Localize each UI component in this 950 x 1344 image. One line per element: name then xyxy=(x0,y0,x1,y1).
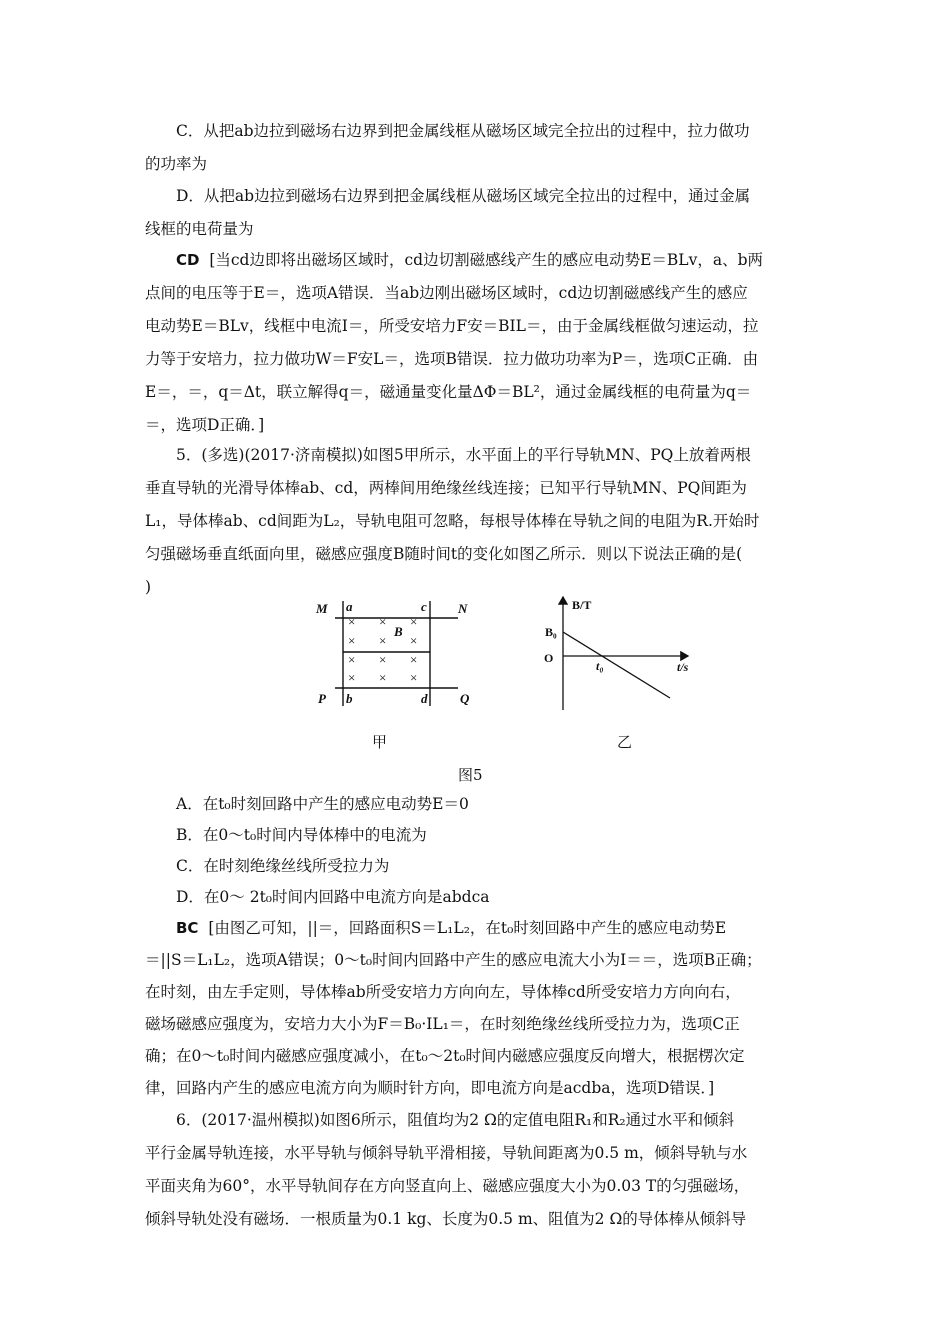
option-d: D．在0～ 2t₀时间内回路中电流方向是abdca xyxy=(176,888,490,906)
field-cross: × xyxy=(379,652,387,667)
label-c: c xyxy=(421,599,427,614)
b-t-line xyxy=(563,632,670,698)
text-line: 点间的电压等于E＝，选项A错误．当ab边刚出磁场区域时，cd边切割磁感线产生的感应 xyxy=(145,284,748,302)
option-b: B．在0～t₀时间内导体棒中的电流为 xyxy=(176,826,427,844)
t0-label: t₀ xyxy=(596,659,604,673)
field-cross: × xyxy=(348,652,356,667)
question-5 xyxy=(145,439,815,604)
answer-label: CD xyxy=(176,251,200,269)
text-line: 线框的电荷量为 xyxy=(145,220,254,238)
text-line: ＝||S＝L₁L₂，选项A错误；0～t₀时间内回路中产生的感应电流大小为I＝＝，选项B正确； xyxy=(145,951,762,969)
question-6 xyxy=(145,1104,815,1236)
label-a: a xyxy=(346,599,353,614)
field-cross: × xyxy=(379,670,387,685)
text-line: 的功率为 xyxy=(145,155,208,173)
text-line: 5．(多选)(2017·济南模拟)如图5甲所示，水平面上的平行导轨MN、PQ上放着两根 xyxy=(176,446,751,464)
text-line: 倾斜导轨处没有磁场．一根质量为0.1 kg、长度为0.5 m、阻值为2 Ω的导体棒从倾斜导 xyxy=(145,1210,747,1228)
field-cross: × xyxy=(410,670,418,685)
label-d: d xyxy=(421,691,428,706)
y-axis-label: B/T xyxy=(572,598,592,612)
text-line: 垂直导轨的光滑导体棒ab、cd，两棒间用绝缘丝线连接；已知平行导轨MN、PQ间距为 xyxy=(145,479,747,497)
text-line: ＝，选项D正确．] xyxy=(145,416,265,434)
answer-5 xyxy=(145,912,815,1104)
text-line: 磁场磁感应强度为，安培力大小为F＝B₀·IL₁＝，在时刻绝缘丝线所受拉力为，选项C正 xyxy=(145,1015,740,1033)
text-line: 电动势E＝BLv，线框中电流I＝，所受安培力F安＝BIL＝，由于金属线框做匀速运动，拉 xyxy=(145,317,759,335)
label-p: P xyxy=(318,691,326,706)
x-axis-label: t/s xyxy=(677,660,689,674)
field-cross: × xyxy=(348,614,356,629)
field-cross: × xyxy=(348,633,356,648)
text-line: L₁，导体棒ab、cd间距为L₂，导轨电阻可忽略，每根导体棒在导轨之间的电阻为R.开始时 xyxy=(145,512,760,530)
text-line: 在时刻，由左手定则，导体棒ab所受安培力方向向左，导体棒cd所受安培力方向向右， xyxy=(145,983,741,1001)
text-line: 律，回路内产生的感应电流方向为顺时针方向，即电流方向是acdba，选项D错误．] xyxy=(145,1079,715,1097)
answer-text: [当cd边即将出磁场区域时，cd边切割磁感线产生的感应电动势E＝BLv，a、b两 xyxy=(209,251,764,269)
caption-jia: 甲 xyxy=(372,733,388,751)
answer-4 xyxy=(145,244,815,442)
label-q: Q xyxy=(460,691,470,706)
label-n: N xyxy=(458,601,468,616)
field-cross: × xyxy=(379,614,387,629)
b0-label: B₀ xyxy=(545,625,557,639)
text-line: 平行金属导轨连接，水平导轨与倾斜导轨平滑相接，导轨间距离为0.5 m，倾斜导轨与水 xyxy=(145,1144,748,1162)
text-line: D．从把ab边拉到磁场右边界到把金属线框从磁场区域完全拉出的过程中，通过金属 xyxy=(176,187,751,205)
figure-5-bt-graph xyxy=(530,592,700,717)
text-line xyxy=(145,244,815,277)
text-line: 力等于安培力，拉力做功W＝F安L＝，选项B错误．拉力做功功率为P＝，选项C正确．由 xyxy=(145,350,759,368)
text-line: 平面夹角为60°，水平导轨间存在方向竖直向上、磁感应强度大小为0.03 T的匀强磁场， xyxy=(145,1177,750,1195)
text-line: ) xyxy=(145,578,152,596)
option-d-prev xyxy=(145,180,815,246)
figure-5-caption: 图5 xyxy=(458,766,483,784)
label-m: M xyxy=(316,601,328,616)
field-cross: × xyxy=(379,633,387,648)
option-c-prev xyxy=(145,115,815,181)
field-cross: × xyxy=(410,652,418,667)
option-c: C．在时刻绝缘丝线所受拉力为 xyxy=(176,857,390,875)
label-b: b xyxy=(346,691,353,706)
figure-5-rails-diagram xyxy=(300,592,480,722)
field-cross: × xyxy=(410,633,418,648)
text-line: 确；在0～t₀时间内磁感应强度减小，在t₀～2t₀时间内磁感应强度反向增大，根据楞次定 xyxy=(145,1047,745,1065)
field-cross: × xyxy=(348,670,356,685)
text-line xyxy=(145,912,815,944)
options-5 xyxy=(145,789,815,913)
answer-text: [由图乙可知，||＝，回路面积S＝L₁L₂，在t₀时刻回路中产生的感应电动势E xyxy=(208,919,727,937)
field-cross: × xyxy=(410,614,418,629)
text-line: E＝，＝，q＝Δt，联立解得q＝，磁通量变化量ΔΦ＝BL²，通过金属线框的电荷量为q＝ xyxy=(145,383,752,401)
option-a: A．在t₀时刻回路中产生的感应电动势E＝0 xyxy=(176,795,469,813)
text-line: 6．(2017·温州模拟)如图6所示，阻值均为2 Ω的定值电阻R₁和R₂通过水平和倾斜 xyxy=(176,1111,735,1129)
text-line: 匀强磁场垂直纸面向里，磁感应强度B随时间t的变化如图乙所示．则以下说法正确的是( xyxy=(145,545,743,563)
caption-yi: 乙 xyxy=(617,733,633,751)
origin-label: O xyxy=(544,651,554,665)
label-b-field: B xyxy=(394,624,403,639)
text-line: C．从把ab边拉到磁场右边界到把金属线框从磁场区域完全拉出的过程中，拉力做功 xyxy=(176,122,750,140)
answer-label: BC xyxy=(176,919,199,937)
